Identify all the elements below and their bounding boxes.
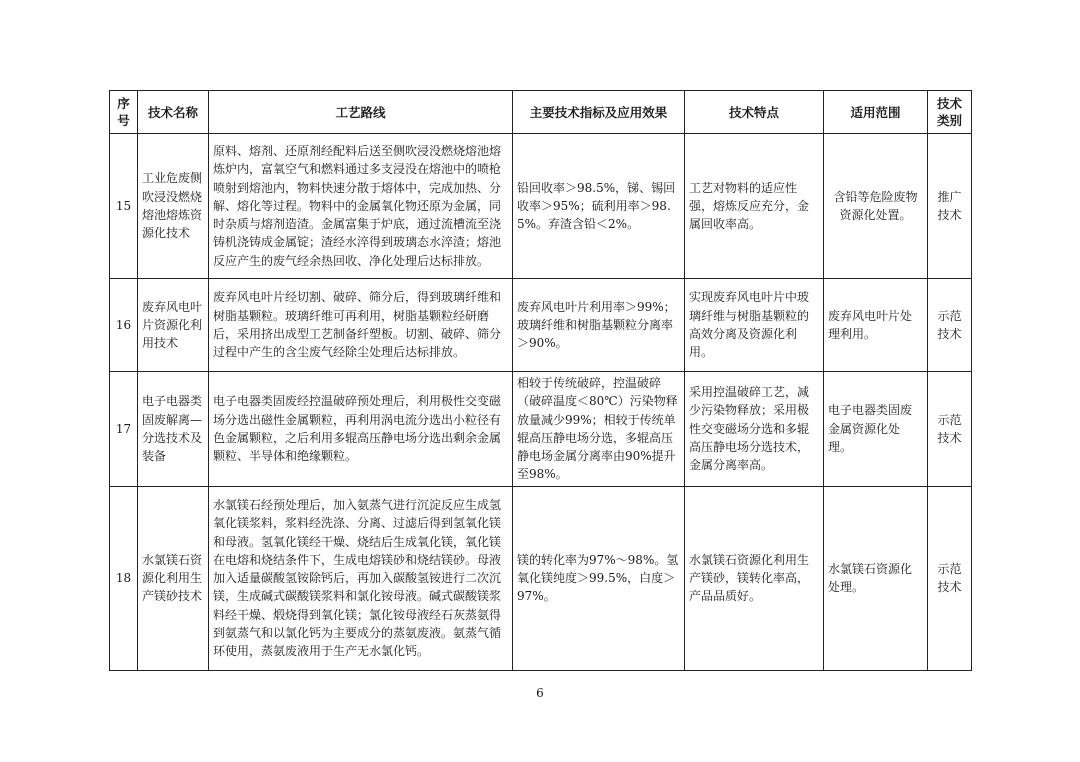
row-category: 示范技术 (928, 372, 972, 487)
row-process: 电子电器类固废经控温破碎预处理后，利用极性交变磁场分选出磁性金属颗粒，再利用涡电流分选出小粒径有色金属颗粒，之后利用多辊高压静电场分选出剩余金属颗粒、半导体和绝缘颗粒。 (209, 372, 513, 487)
technology-table (109, 90, 972, 671)
row-indicators: 铅回收率＞98.5%，锑、锡回收率＞95%；硫利用率＞98.5%。弃渣含铅＜2%。 (513, 134, 685, 279)
row-category: 推广技术 (928, 134, 972, 279)
row-scope: 废弃风电叶片处理利用。 (824, 279, 928, 372)
header-process: 工艺路线 (209, 91, 513, 134)
row-scope: 水氯镁石资源化处理。 (824, 486, 928, 670)
row-seq: 15 (110, 134, 138, 279)
header-name: 技术名称 (138, 91, 209, 134)
row-indicators: 废弃风电叶片利用率＞99%；玻璃纤维和树脂基颗粒分离率＞90%。 (513, 279, 685, 372)
header-category: 技术类别 (928, 91, 972, 134)
row-scope: 含铅等危险废物资源化处置。 (824, 134, 928, 279)
row-process: 水氯镁石经预处理后，加入氨蒸气进行沉淀反应生成氢氧化镁浆料，浆料经洗涤、分离、过滤后得到氢氧化镁和母液。氢氧化镁经干燥、烧结后生成氧化镁，氧化镁在电熔和烧结条件下，生成电熔镁砂和烧结镁砂。母液加入适量碳酸氢铵除钙后，再加入碳酸氢铵进行二次沉镁，生成碱式碳酸镁浆料和氯化铵母液。碱式碳酸镁浆料经干燥、煅烧得到氧化镁；氯化铵母液经石灰蒸氨得到氨蒸气和以氯化钙为主要成分的蒸氨废液。氨蒸气循环使用，蒸氨废液用于生产无水氯化钙。 (209, 486, 513, 670)
row-features: 水氯镁石资源化利用生产镁砂，镁转化率高，产品品质好。 (685, 486, 824, 670)
row-seq: 18 (110, 486, 138, 670)
row-name: 水氯镁石资源化利用生产镁砂技术 (138, 486, 209, 670)
header-seq: 序号 (110, 91, 138, 134)
row-features: 工艺对物料的适应性强，熔炼反应充分，金属回收率高。 (685, 134, 824, 279)
row-name: 电子电器类固废解离—分选技术及装备 (138, 372, 209, 487)
header-indicators: 主要技术指标及应用效果 (513, 91, 685, 134)
row-process: 废弃风电叶片经切割、破碎、筛分后，得到玻璃纤维和树脂基颗粒。玻璃纤维可再利用，树脂基颗粒经研磨后，采用挤出成型工艺制备纤塑板。切割、破碎、筛分过程中产生的含尘废气经除尘处理后达标排放。 (209, 279, 513, 372)
row-seq: 16 (110, 279, 138, 372)
table-row (110, 372, 972, 487)
row-name: 废弃风电叶片资源化利用技术 (138, 279, 209, 372)
table-row (110, 279, 972, 372)
row-features: 采用控温破碎工艺，减少污染物释放；采用极性交变磁场分选和多辊高压静电场分选技术，金属分离率高。 (685, 372, 824, 487)
row-category: 示范技术 (928, 279, 972, 372)
row-process: 原料、熔剂、还原剂经配料后送至侧吹浸没燃烧熔池熔炼炉内，富氧空气和燃料通过多支浸没在熔池中的喷枪喷射到熔池内，物料快速分散于熔体中，完成加热、分解、熔化等过程。物料中的金属氧化物还原为金属，同时杂质与熔剂造渣。金属富集于炉底，通过流槽流至浇铸机浇铸成金属锭；渣经水淬得到玻璃态水淬渣；熔池反应产生的废气经余热回收、净化处理后达标排放。 (209, 134, 513, 279)
row-category: 示范技术 (928, 486, 972, 670)
row-indicators: 相较于传统破碎，控温破碎（破碎温度＜80℃）污染物释放量减少99%；相较于传统单辊高压静电场分选，多辊高压静电场金属分离率由90%提升至98%。 (513, 372, 685, 487)
row-name: 工业危废侧吹浸没燃烧熔池熔炼资源化技术 (138, 134, 209, 279)
header-scope: 适用范围 (824, 91, 928, 134)
table-row (110, 486, 972, 670)
row-seq: 17 (110, 372, 138, 487)
page-number: 6 (536, 686, 544, 700)
table-header-row (110, 91, 972, 134)
table-row (110, 134, 972, 279)
row-scope: 电子电器类固废金属资源化处理。 (824, 372, 928, 487)
row-indicators: 镁的转化率为97%～98%。氢氧化镁纯度＞99.5%，白度＞97%。 (513, 486, 685, 670)
header-features: 技术特点 (685, 91, 824, 134)
row-features: 实现废弃风电叶片中玻璃纤维与树脂基颗粒的高效分离及资源化利用。 (685, 279, 824, 372)
